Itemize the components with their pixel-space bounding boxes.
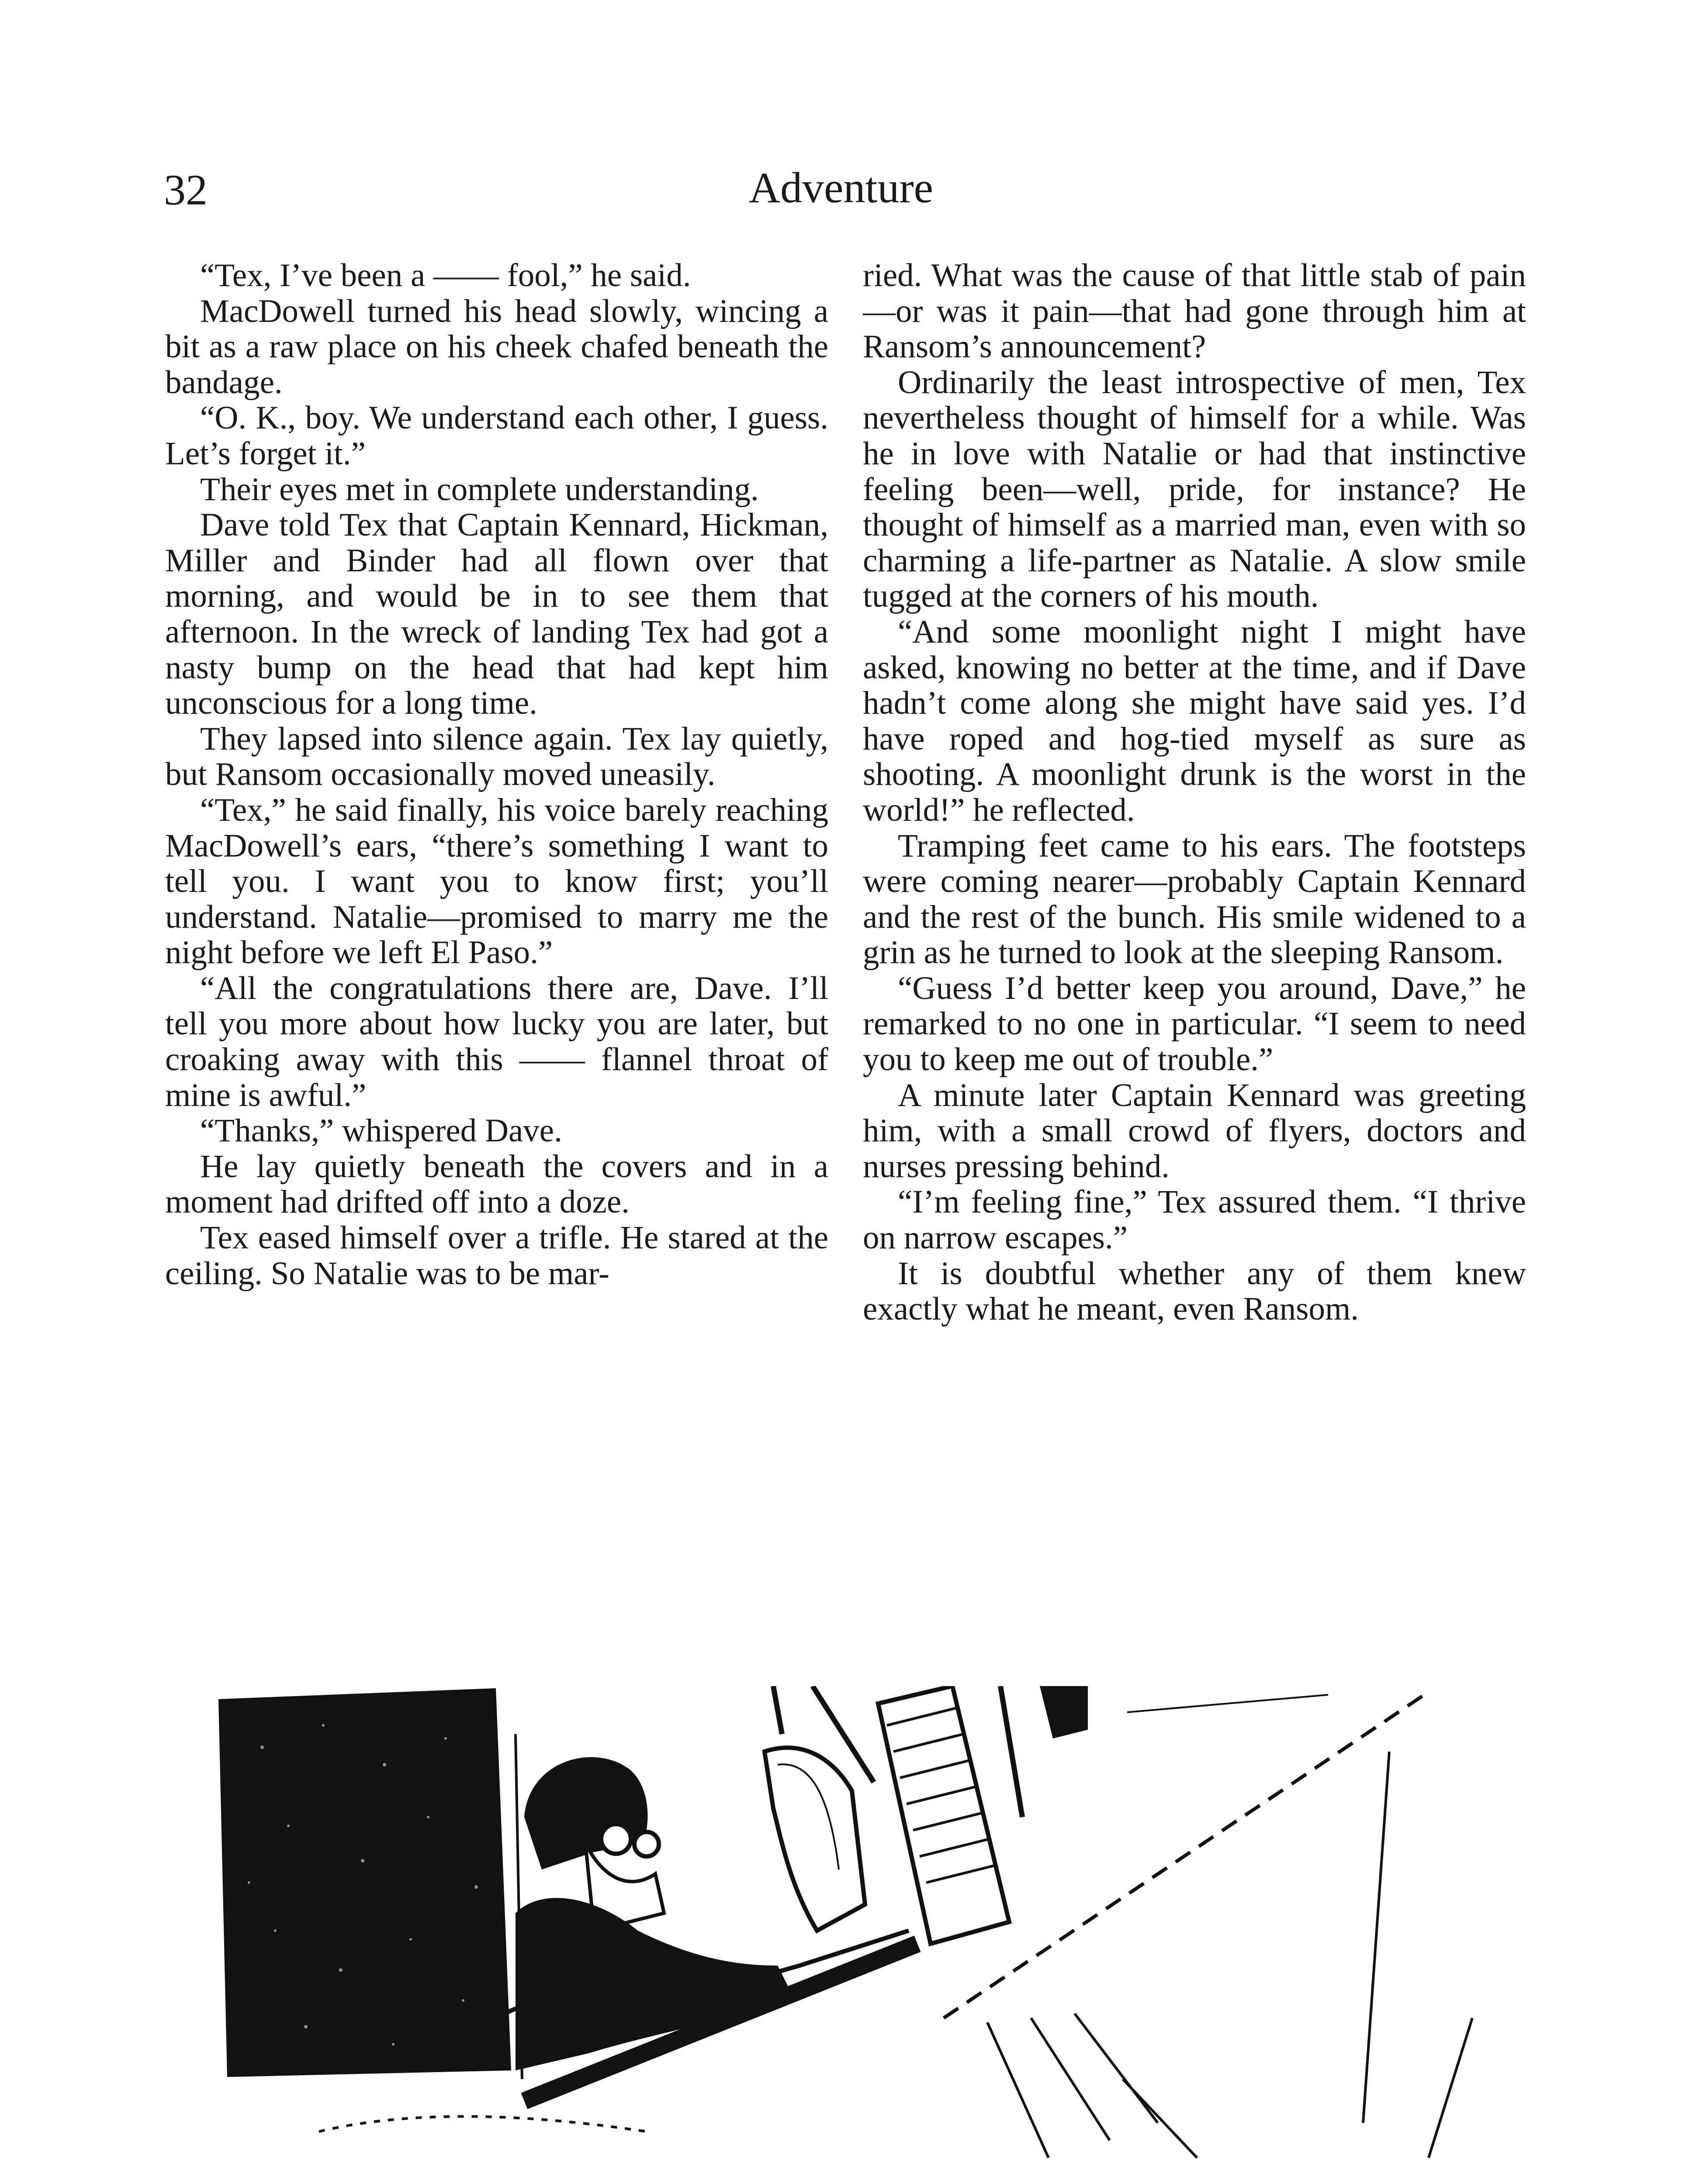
paragraph: Dave told Tex that Captain Kennard, Hickman, Miller and Binder had all flown over that morning, and would be in to see them that afternoon. In the wreck of landing Tex had got a nasty bump on the head that had kept him unconscious for a long time. (165, 507, 828, 722)
paragraph: “Thanks,” whispered Dave. (200, 1113, 562, 1149)
paragraph: “I’m feeling fine,” Tex assured them. “I thrive on narrow escapes.” (863, 1184, 1526, 1256)
paragraph: MacDowell turned his head slowly, wincing a bit as a raw place on his cheek chafed beneath the bandage. (165, 293, 828, 401)
paragraph: It is doubtful whether any of them knew exactly what he meant, even Ransom. (863, 1255, 1526, 1327)
goggle-right (634, 1832, 659, 1856)
paragraph: They lapsed into silence again. Tex lay quietly, but Ransom occasionally moved uneasily. (165, 720, 828, 793)
paragraph: Their eyes met in complete understanding. (200, 471, 759, 508)
pilot-illustration (210, 1686, 1499, 2184)
airplane-cockpit-drawing (210, 1686, 1499, 2184)
right-column (863, 258, 1526, 1327)
running-head-title: Adventure (748, 163, 934, 212)
paragraph: “Tex,” he said finally, his voice barely reaching MacDowell’s ears, “there’s something I want to tell you. I want you to know first; you’ll understand. Natalie—promised to marry me the night before we left El Paso.” (165, 791, 828, 971)
paragraph: Ordinarily the least introspective of men, Tex nevertheless thought of himself for a while. Was he in love with Natalie or had that instinctive feeling been—well, pride, for instance? He thought of himself as a married man, even with so charming a life-partner as Natalie. A slow smile tugged at the corners of his mouth. (863, 364, 1526, 615)
paragraph: A minute later Captain Kennard was greeting him, with a small crowd of flyers, doctors and nurses pressing behind. (863, 1077, 1526, 1185)
paragraph: He lay quietly beneath the covers and in a moment had drifted off into a doze. (165, 1148, 828, 1220)
paragraph: “Tex, I’ve been a —— fool,” he said. (200, 257, 691, 294)
paragraph: ried. What was the cause of that little stab of pain—or was it pain—that had gone through him at Ransom’s announcement? (863, 257, 1526, 365)
page-number: 32 (164, 166, 208, 214)
paragraph: Tramping feet came to his ears. The footsteps were coming nearer—probably Captain Kennard and the rest of the bunch. His smile widened to a grin as he turned to look at the sleeping Ransom. (863, 827, 1526, 971)
left-column (165, 258, 828, 1291)
goggle-left (601, 1824, 631, 1854)
paragraph: “All the congratulations there are, Dave. I’ll tell you more about how lucky you are later, but croaking away with this —— flannel throat of mine is awful.” (165, 970, 828, 1113)
paragraph: “And some moonlight night I might have asked, knowing no better at the time, and if Dave hadn’t come along she might have said yes. I’d have roped and hog-tied myself as sure as shooting. A moonlight drunk is the worst in the world!” he reflected. (863, 613, 1526, 828)
paragraph: “Guess I’d better keep you around, Dave,” he remarked to no one in particular. “I seem to need you to keep me out of trouble.” (863, 970, 1526, 1078)
paragraph: “O. K., boy. We understand each other, I guess. Let’s forget it.” (165, 400, 828, 472)
paragraph: Tex eased himself over a trifle. He stared at the ceiling. So Natalie was to be mar- (165, 1220, 828, 1292)
windshield (765, 1748, 865, 1931)
